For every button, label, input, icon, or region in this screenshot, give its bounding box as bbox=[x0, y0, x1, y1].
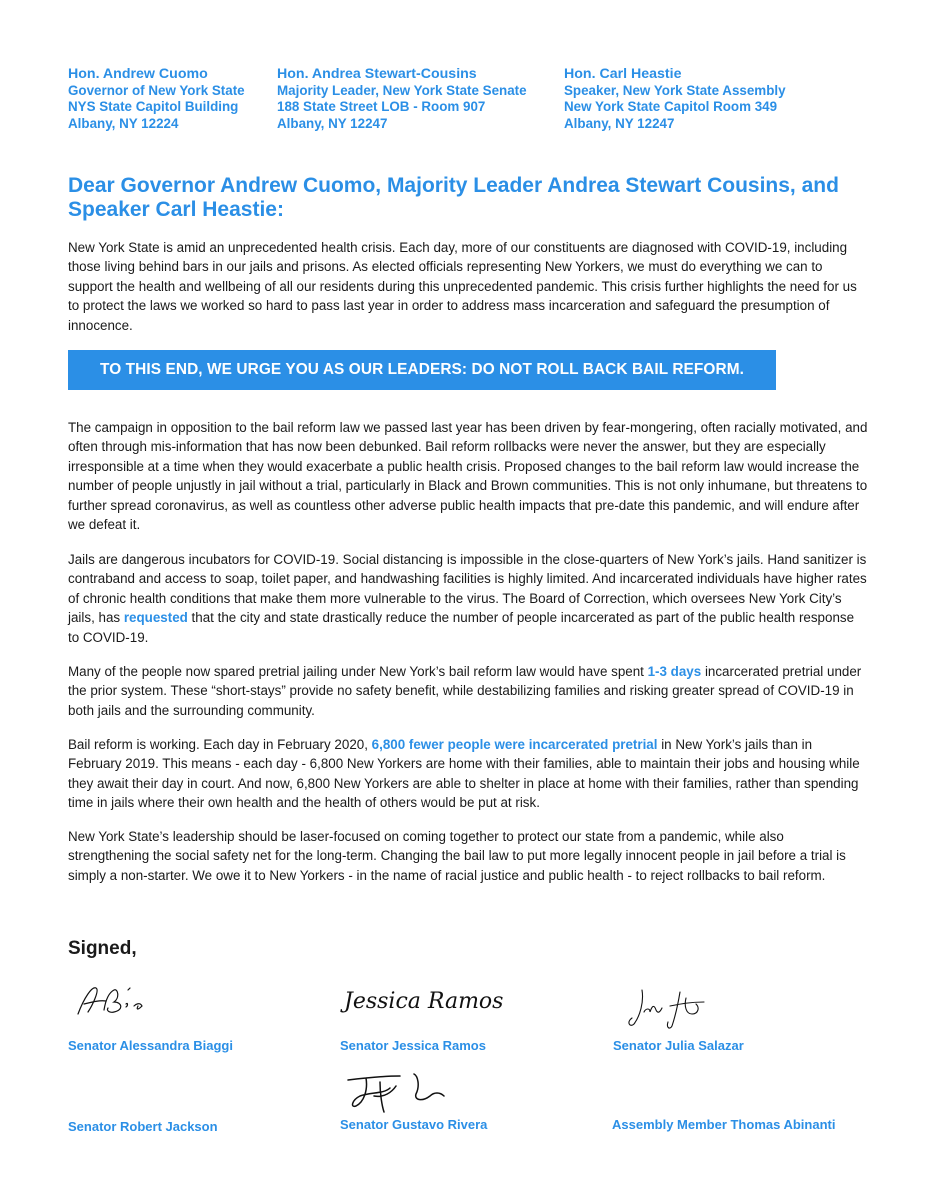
recipient-name: Hon. Carl Heastie bbox=[564, 66, 682, 82]
paragraph-leadership: New York State’s leadership should be laser-focused on coming together to protect our state from a pandemic, while also strengthening the social safety net for the long-term. Changing the bail law to put more legally innocent people in jail before a trial is simply a non-starter. We owe it to New Yorkers - in the name of racial justice and public health - to reject rollbacks to bail reform. bbox=[68, 829, 846, 883]
paragraph-text: Many of the people now spared pretrial jailing under New York’s bail reform law would have spent bbox=[68, 664, 648, 679]
recipient-city: Albany, NY 12247 bbox=[277, 115, 388, 131]
recipient-title: Majority Leader, New York State Senate bbox=[277, 82, 527, 98]
salutation-heading: Dear Governor Andrew Cuomo, Majority Leader Andrea Stewart Cousins, and Speaker Carl Heastie: bbox=[68, 174, 839, 221]
paragraph-short-stays bbox=[68, 662, 868, 720]
recipient-name: Hon. Andrew Cuomo bbox=[68, 66, 208, 82]
recipient-name: Hon. Andrea Stewart-Cousins bbox=[277, 66, 477, 82]
requested-link[interactable]: requested bbox=[123, 610, 188, 626]
signatory-name: Assembly Member Thomas Abinanti bbox=[612, 1117, 836, 1132]
recipient-stewart-cousins bbox=[277, 66, 527, 132]
intro-paragraph: New York State is amid an unprecedented health crisis. Each day, more of our constituents are diagnosed with COVID-19, including those living behind bars in our jails and prisons. As elected officials representing New Yorkers, we must do everything we can to support the health and wellbeing of all our residents during this unprecedented pandemic. This crisis further highlights the need for us to protect the laws we worked so hard to pass last year in order to address mass incarceration and safeguard the presumption of innocence. bbox=[68, 240, 857, 333]
paragraph-bail-working bbox=[68, 735, 868, 813]
days-link[interactable]: 1-3 days bbox=[647, 664, 702, 679]
paragraph-campaign: The campaign in opposition to the bail reform law we passed last year has been driven by fear-mongering, often racially motivated, and often through mis-information that has now been debunked. Bail reform rollbacks were never the answer, but they are especially irresponsible at a time when they would exacerbate a public health crisis. Proposed changes to the bail reform law would increase the number of people unjustly in jail without a trial, particularly in Black and Brown communities. This is not only inhumane, but threatens to further spread coronavirus, as well as countless other adverse public health impacts that pre-date this pandemic, and will endure after we defeat it. bbox=[68, 420, 868, 533]
signature-rivera bbox=[344, 1066, 454, 1116]
signature-ramos bbox=[340, 978, 504, 1022]
recipient-title: Governor of New York State bbox=[68, 82, 245, 98]
paragraph-jails bbox=[68, 550, 868, 647]
recipient-address: NYS State Capitol Building bbox=[68, 99, 239, 115]
call-to-action-banner: TO THIS END, WE URGE YOU AS OUR LEADERS: DO NOT ROLL BACK BAIL REFORM. bbox=[68, 350, 776, 390]
paragraph-text: Bail reform is working. Each day in February 2020, bbox=[68, 737, 372, 752]
signature-salazar bbox=[620, 982, 730, 1034]
paragraph-text: that the city and state drastically reduce the number of people incarcerated as part of the public health response to COVID-19. bbox=[68, 610, 855, 645]
paragraph-text: in New York’s jails than in February 2019. This means - each day - 6,800 New Yorkers are home with their families, able to maintain their jobs and housing while they await their day in court. And now, 6,800 New Yorkers are able to shelter in place at home with their families, rather than spending time in jails where their own health and the health of others would be put at risk. bbox=[68, 737, 860, 811]
recipient-heastie bbox=[564, 66, 786, 132]
recipient-address: 188 State Street LOB - Room 907 bbox=[277, 99, 486, 115]
recipient-address: New York State Capitol Room 349 bbox=[564, 99, 778, 115]
paragraph-text: Jails are dangerous incubators for COVID-19. Social distancing is impossible in the close-quarters of New York’s jails. Hand sanitizer is contraband and access to soap, toilet paper, and handwashing facilities is highly limited. And incarcerated individuals have higher rates of chronic health conditions that make them more vulnerable to the virus. The Board of Correction, which oversees New York City’s jails, has bbox=[68, 552, 867, 626]
signatory-name: Senator Julia Salazar bbox=[613, 1038, 744, 1053]
signatory-name: Senator Gustavo Rivera bbox=[340, 1117, 488, 1132]
recipient-city: Albany, NY 12247 bbox=[564, 115, 675, 131]
fewer-people-link[interactable]: 6,800 fewer people were incarcerated pretrial bbox=[371, 737, 658, 752]
signed-label: Signed, bbox=[68, 938, 137, 959]
signatory-name: Senator Alessandra Biaggi bbox=[68, 1038, 233, 1053]
recipient-title: Speaker, New York State Assembly bbox=[564, 82, 786, 98]
recipient-city: Albany, NY 12224 bbox=[68, 115, 179, 131]
signature-ramos-text: Jessica Ramos bbox=[344, 989, 504, 1014]
signatory-name: Senator Robert Jackson bbox=[68, 1119, 218, 1134]
signature-biaggi bbox=[70, 976, 160, 1026]
signatory-name: Senator Jessica Ramos bbox=[340, 1038, 486, 1053]
recipient-cuomo bbox=[68, 66, 245, 132]
paragraph-text: incarcerated pretrial under the prior system. These “short-stays” provide no safety benefit, while destabilizing families and risking greater spread of COVID-19 in both jails and the surrounding community. bbox=[68, 664, 862, 718]
